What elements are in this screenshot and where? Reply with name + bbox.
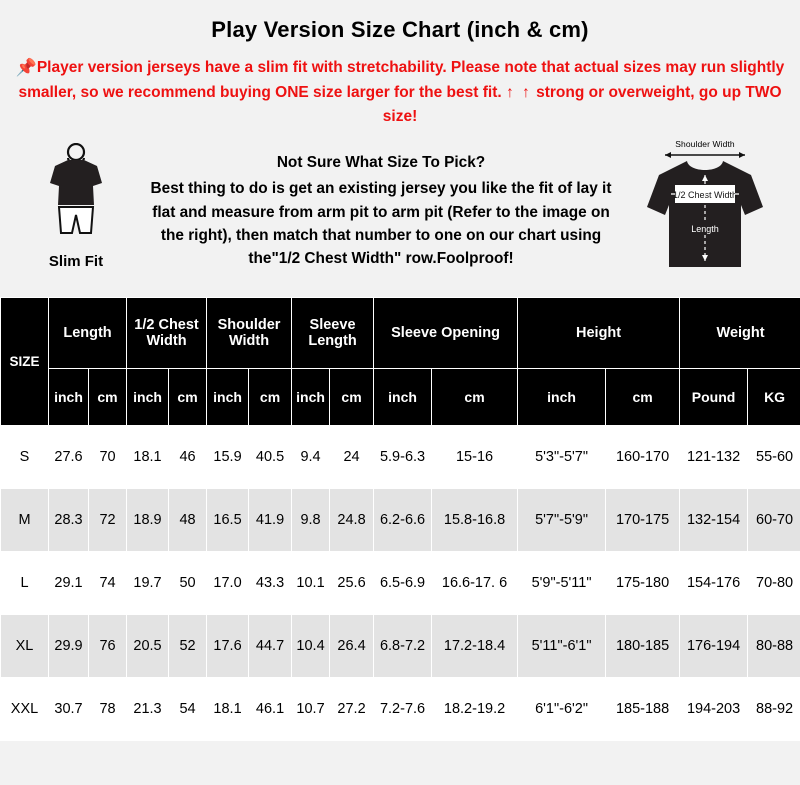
- cell: 16.6-17. 6: [432, 552, 518, 615]
- cell: 10.4: [292, 615, 330, 678]
- header-unit-weight-kg: KG: [748, 369, 800, 426]
- header-unit-chest-cm: cm: [169, 369, 207, 426]
- cell: 24: [330, 426, 374, 489]
- table-row: [1, 552, 800, 615]
- cell: 6'1"-6'2": [518, 678, 606, 741]
- header-unit-weight-pound: Pound: [680, 369, 748, 426]
- header-group-height: Height: [518, 298, 680, 369]
- cell: 132-154: [680, 489, 748, 552]
- cell: 180-185: [606, 615, 680, 678]
- cell: 27.6: [49, 426, 89, 489]
- row-size: S: [1, 426, 49, 489]
- cell: 5'11"-6'1": [518, 615, 606, 678]
- cell: 88-92: [748, 678, 800, 741]
- svg-text:Length: Length: [691, 224, 719, 235]
- cell: 52: [169, 615, 207, 678]
- cell: 50: [169, 552, 207, 615]
- cell: 29.9: [49, 615, 89, 678]
- cell: 43.3: [249, 552, 292, 615]
- cell: 6.5-6.9: [374, 552, 432, 615]
- cell: 17.0: [207, 552, 249, 615]
- header-group-half-chest-width: 1/2 Chest Width: [127, 298, 207, 369]
- table-row: [1, 489, 800, 552]
- notice-line-3: strong or overweight,: [536, 84, 695, 102]
- header-unit-sleeve-opening-cm: cm: [432, 369, 518, 426]
- cell: 72: [89, 489, 127, 552]
- cell: 26.4: [330, 615, 374, 678]
- header-unit-shoulder-inch: inch: [207, 369, 249, 426]
- row-size: XXL: [1, 678, 49, 741]
- pushpin-icon: 📌: [15, 58, 37, 77]
- slim-fit-label: Slim Fit: [48, 253, 104, 271]
- header-unit-sleeve-length-cm: cm: [330, 369, 374, 426]
- cell: 44.7: [249, 615, 292, 678]
- cell: 74: [89, 552, 127, 615]
- cell: 20.5: [127, 615, 169, 678]
- header-unit-shoulder-cm: cm: [249, 369, 292, 426]
- cell: 9.8: [292, 489, 330, 552]
- table-row: [1, 678, 800, 741]
- header-group-sleeve-length: Sleeve Length: [292, 298, 374, 369]
- cell: 41.9: [249, 489, 292, 552]
- cell: 60-70: [748, 489, 800, 552]
- cell: 175-180: [606, 552, 680, 615]
- cell: 21.3: [127, 678, 169, 741]
- cell: 46.1: [249, 678, 292, 741]
- table-row: [1, 615, 800, 678]
- header-unit-sleeve-length-inch: inch: [292, 369, 330, 426]
- cell: 28.3: [49, 489, 89, 552]
- header-size: SIZE: [1, 298, 49, 426]
- header-group-weight: Weight: [680, 298, 800, 369]
- notice-line-4: go up TWO size!: [382, 84, 782, 126]
- cell: 30.7: [49, 678, 89, 741]
- header-group-sleeve-opening: Sleeve Opening: [374, 298, 518, 369]
- notice-line-2: slightly smaller, so we recommend buying ONE size larger for the best fit.: [18, 59, 785, 102]
- cell: 6.2-6.6: [374, 489, 432, 552]
- slim-fit-body-icon: [37, 143, 115, 247]
- svg-text:1/2 Chest Width: 1/2 Chest Width: [672, 190, 738, 201]
- table-unit-row: [1, 369, 800, 426]
- row-size: L: [1, 552, 49, 615]
- cell: 15.8-16.8: [432, 489, 518, 552]
- cell: 18.9: [127, 489, 169, 552]
- table-row: [1, 426, 800, 489]
- table-group-row: [1, 298, 800, 369]
- slim-fit-column: [10, 137, 142, 270]
- cell: 27.2: [330, 678, 374, 741]
- cell: 154-176: [680, 552, 748, 615]
- guidance-text: [142, 137, 620, 270]
- cell: 46: [169, 426, 207, 489]
- cell: 10.7: [292, 678, 330, 741]
- cell: 6.8-7.2: [374, 615, 432, 678]
- cell: 17.2-18.4: [432, 615, 518, 678]
- cell: 18.1: [127, 426, 169, 489]
- cell: 55-60: [748, 426, 800, 489]
- header-unit-chest-inch: inch: [127, 369, 169, 426]
- page-title: Play Version Size Chart (inch & cm): [211, 17, 589, 42]
- cell: 24.8: [330, 489, 374, 552]
- size-table: [0, 297, 800, 741]
- up-arrows-icon: ↑ ↑: [505, 84, 532, 102]
- cell: 40.5: [249, 426, 292, 489]
- cell: 76: [89, 615, 127, 678]
- cell: 5'9"-5'11": [518, 552, 606, 615]
- guidance-body: Best thing to do is get an existing jersey you like the fit of lay it flat and measure from arm pit to arm pit (Refer to the image on the right), then match that number to one on our chart using the"1/2 Chest Width" row.Foolproof!: [150, 180, 612, 267]
- header-group-shoulder-width: Shoulder Width: [207, 298, 292, 369]
- guidance-heading: Not Sure What Size To Pick?: [276, 154, 486, 172]
- header-unit-sleeve-opening-inch: inch: [374, 369, 432, 426]
- cell: 185-188: [606, 678, 680, 741]
- table-body: [1, 426, 800, 741]
- cell: 15.9: [207, 426, 249, 489]
- cell: 54: [169, 678, 207, 741]
- cell: 176-194: [680, 615, 748, 678]
- cell: 160-170: [606, 426, 680, 489]
- header-unit-height-cm: cm: [606, 369, 680, 426]
- cell: 70-80: [748, 552, 800, 615]
- info-section: [0, 129, 800, 297]
- notice-line-1: Player version jerseys have a slim fit with stretchability. Please note that actual sizes may run: [36, 59, 726, 76]
- cell: 18.2-19.2: [432, 678, 518, 741]
- cell: 80-88: [748, 615, 800, 678]
- header-unit-length-cm: cm: [89, 369, 127, 426]
- cell: 194-203: [680, 678, 748, 741]
- cell: 15-16: [432, 426, 518, 489]
- header-group-length: Length: [49, 298, 127, 369]
- cell: 170-175: [606, 489, 680, 552]
- notice-banner: [0, 43, 800, 129]
- table-header: [1, 298, 800, 426]
- cell: 29.1: [49, 552, 89, 615]
- cell: 9.4: [292, 426, 330, 489]
- cell: 121-132: [680, 426, 748, 489]
- cell: 5'3"-5'7": [518, 426, 606, 489]
- header-unit-height-inch: inch: [518, 369, 606, 426]
- header-unit-length-inch: inch: [49, 369, 89, 426]
- cell: 18.1: [207, 678, 249, 741]
- cell: 10.1: [292, 552, 330, 615]
- cell: 48: [169, 489, 207, 552]
- shoulder-width-label: Shoulder Width: [675, 139, 735, 150]
- cell: 5'7"-5'9": [518, 489, 606, 552]
- cell: 25.6: [330, 552, 374, 615]
- measure-diagram-column: [620, 137, 790, 285]
- row-size: XL: [1, 615, 49, 678]
- row-size: M: [1, 489, 49, 552]
- cell: 78: [89, 678, 127, 741]
- cell: 70: [89, 426, 127, 489]
- cell: 17.6: [207, 615, 249, 678]
- cell: 19.7: [127, 552, 169, 615]
- cell: 16.5: [207, 489, 249, 552]
- cell: 7.2-7.6: [374, 678, 432, 741]
- cell: 5.9-6.3: [374, 426, 432, 489]
- tshirt-measure-icon: [625, 149, 785, 285]
